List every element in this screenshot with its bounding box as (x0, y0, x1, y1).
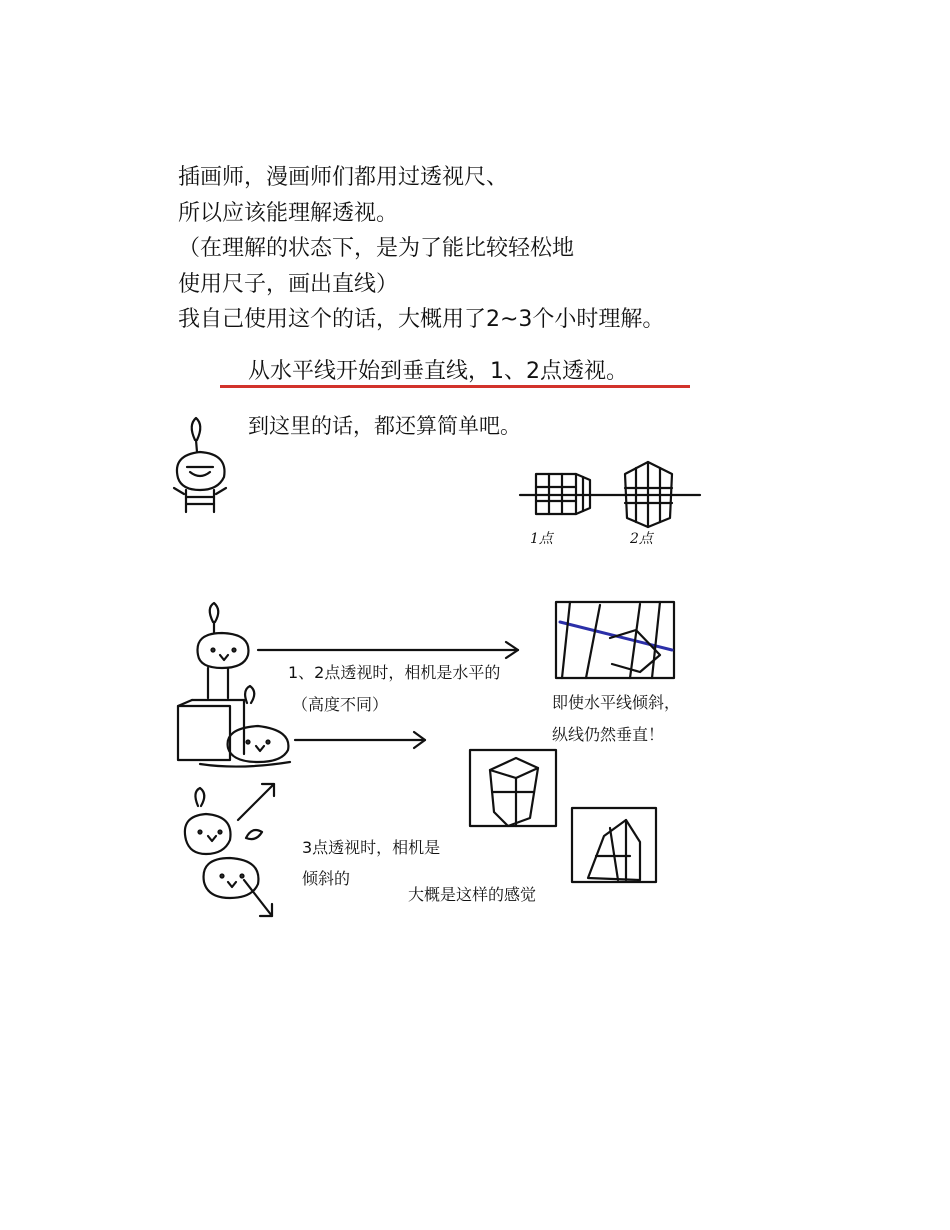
label-1-point: 1点 (530, 531, 553, 547)
section-heading: 从水平线开始到垂直线，1、2点透视。 (248, 359, 628, 384)
note-three-point-1: 3点透视时，相机是 (302, 838, 441, 857)
note-feeling: 大概是这样的感觉 (408, 885, 537, 904)
camera-direction-arrows (238, 642, 518, 916)
intro-line-5: 我自己使用这个的话，大概用了2~3个小时理解。 (178, 307, 665, 332)
note-horizon-tilt-2: 纵线仍然垂直！ (552, 725, 665, 744)
note-camera-level-1: 1、2点透视时，相机是水平的 (288, 663, 501, 682)
label-2-point: 2点 (630, 531, 653, 547)
intro-line-4: 使用尺子，画出直线） (178, 271, 399, 297)
mascot-character-top (174, 418, 226, 512)
three-point-frame-up (470, 750, 556, 826)
tilted-horizon-frame (556, 602, 674, 678)
intro-line-2: 所以应该能理解透视。 (178, 200, 399, 226)
three-point-frame-down (572, 808, 656, 882)
intro-line-1: 插画师，漫画师们都用过透视尺、 (178, 165, 509, 190)
note-camera-level-2: （高度不同） (292, 695, 389, 714)
perspective-diagram-1-2-point (520, 462, 700, 527)
note-horizon-tilt-1: 即使水平线倾斜， (552, 693, 681, 712)
intro-line-3: （在理解的状态下，是为了能比较轻松地 (178, 236, 575, 261)
note-three-point-2: 倾斜的 (302, 869, 351, 888)
section-subheading: 到这里的话，都还算简单吧。 (248, 414, 521, 438)
mascot-characters-tilted (185, 788, 262, 898)
mascot-characters-level (178, 603, 290, 767)
